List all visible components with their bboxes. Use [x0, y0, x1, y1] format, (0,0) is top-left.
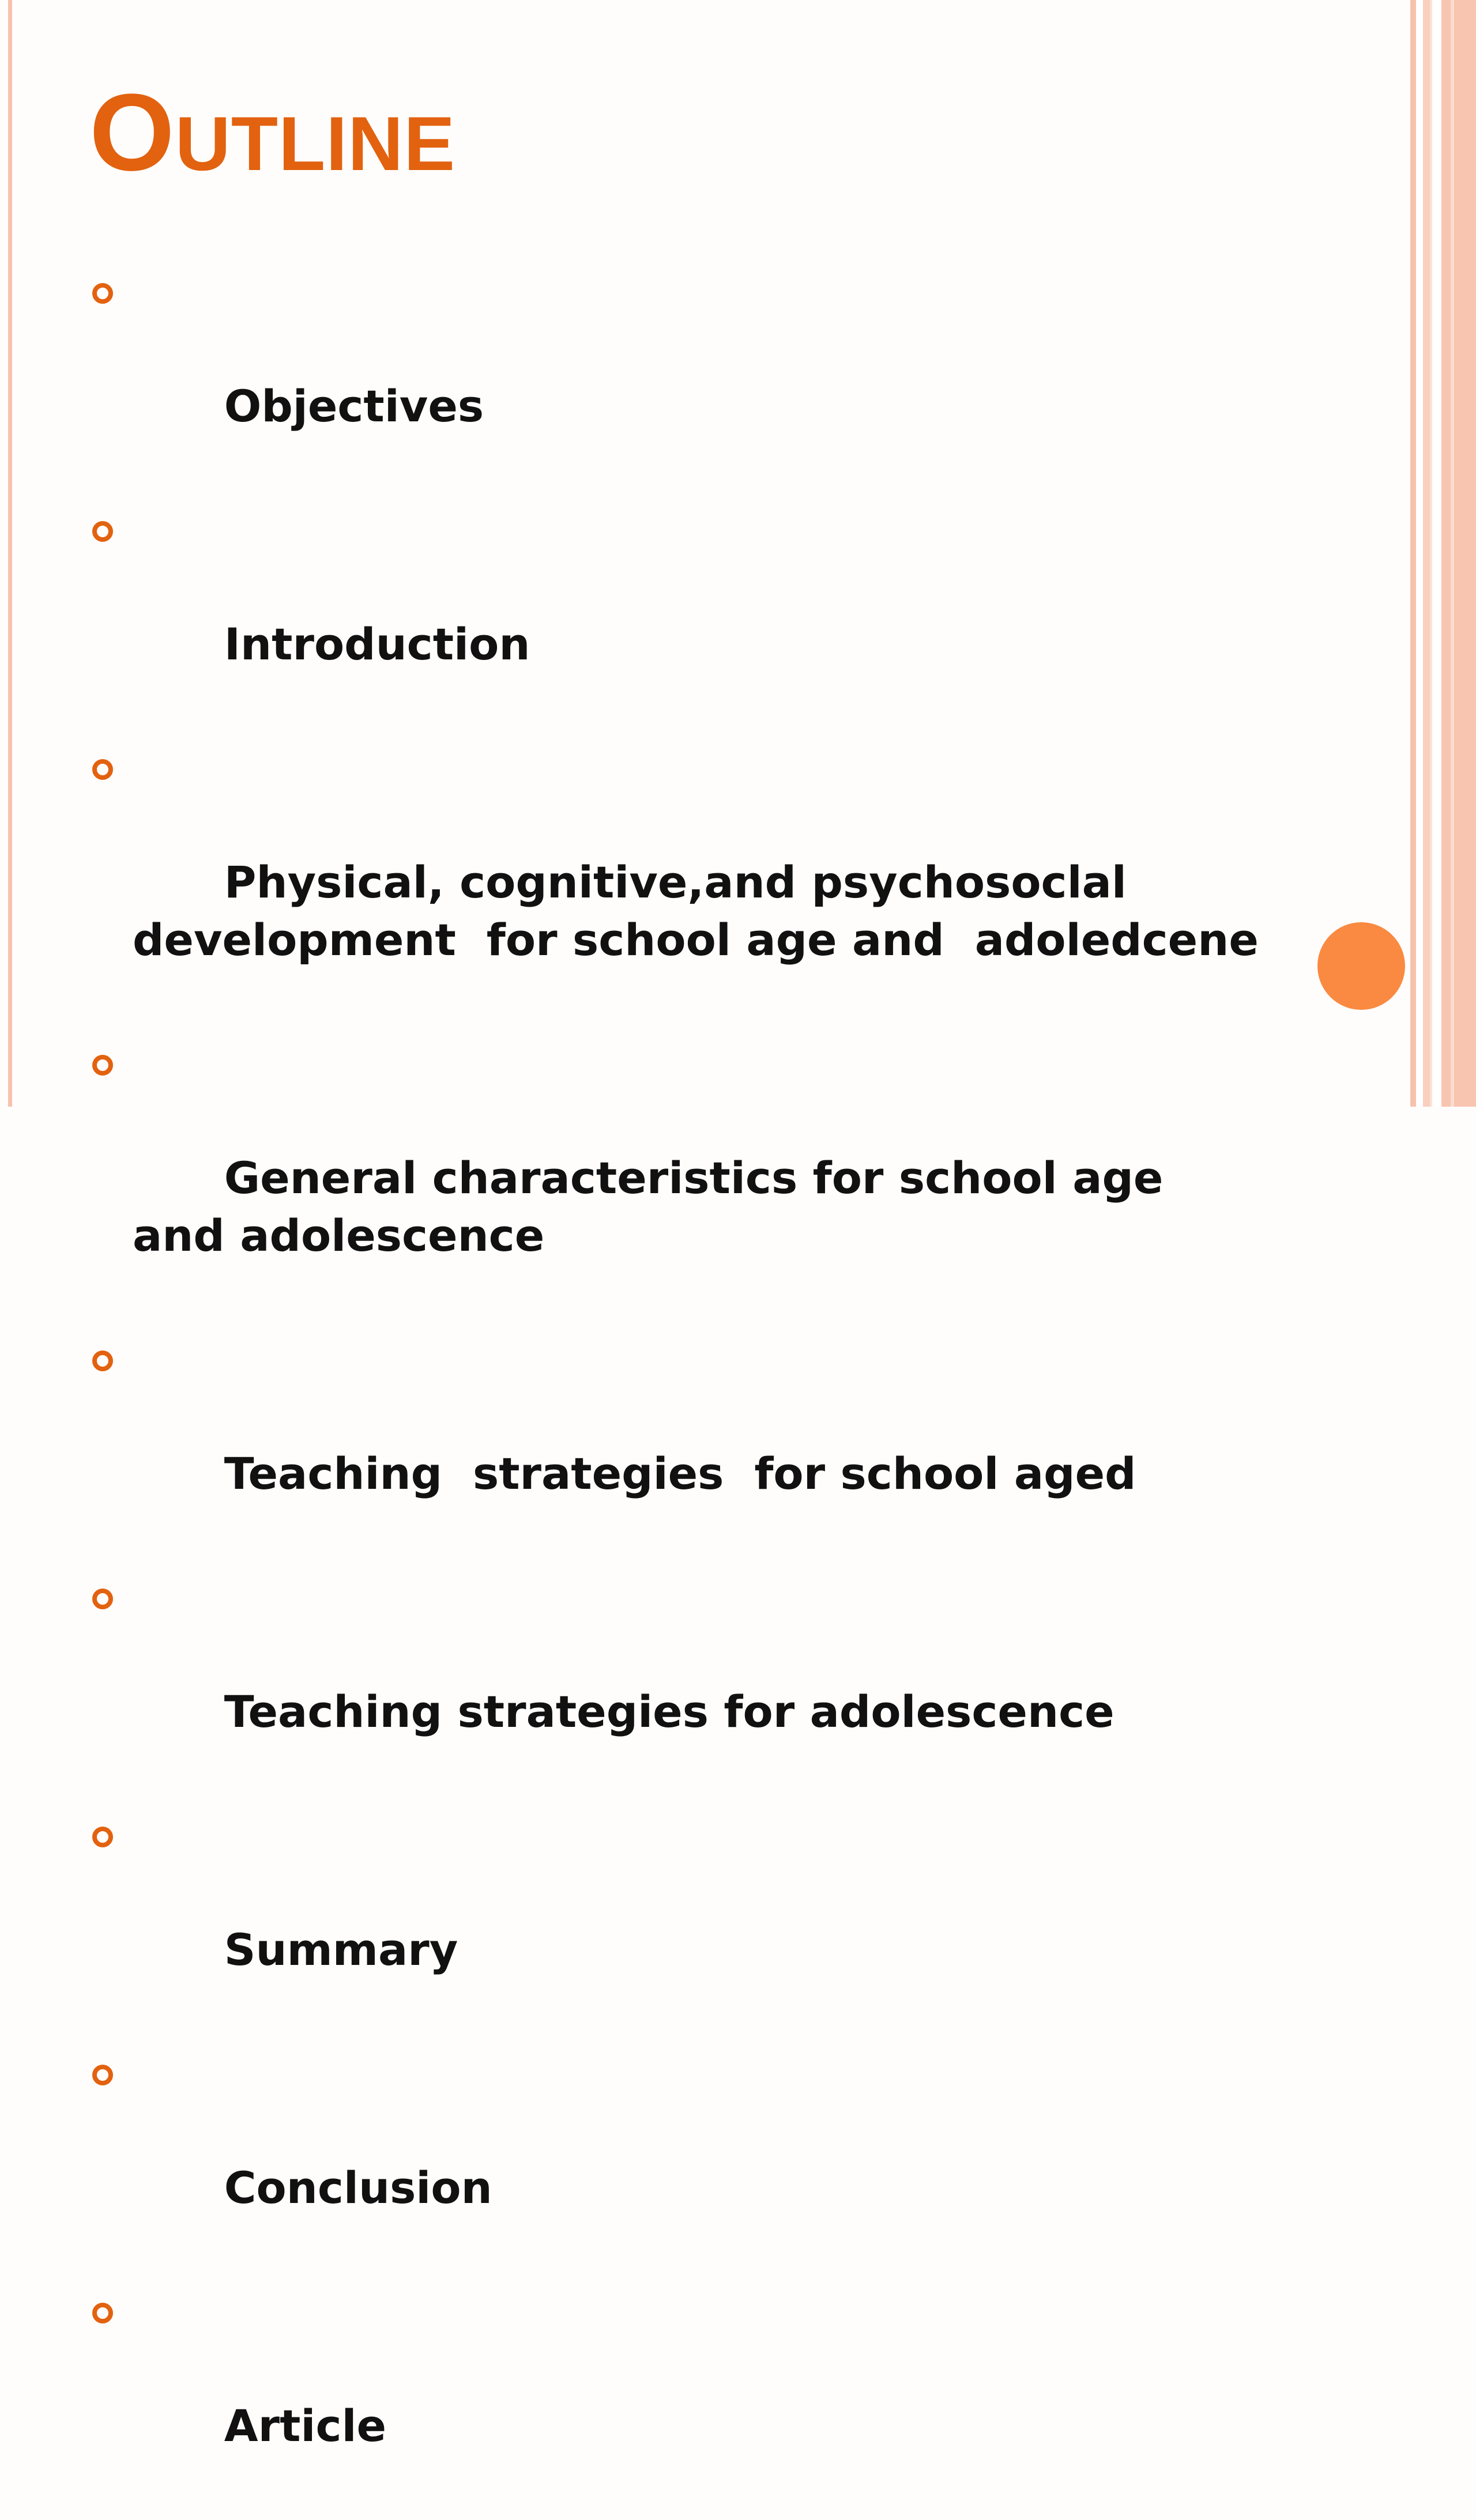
bullet-icon: [92, 521, 113, 542]
outline-item-label: Objectives: [224, 380, 484, 432]
right-stripe: [1430, 0, 1432, 1107]
outline-item: [86, 2282, 1355, 2513]
left-border-line: [8, 0, 12, 1107]
right-stripe: [1441, 0, 1476, 1107]
outline-item-label: Teaching strategies for school aged: [224, 1448, 1136, 1499]
outline-item: [86, 1034, 1228, 1322]
outline-item: [86, 500, 1355, 731]
outline-item-label: Introduction: [224, 618, 530, 670]
outline-item: [86, 2044, 1355, 2274]
slide-title: Outline: [89, 71, 456, 194]
outline-item-label: Conclusion: [224, 2162, 492, 2213]
outline-item-label: Teaching strategies for adolescence: [224, 1686, 1114, 1737]
bullet-icon: [92, 1589, 113, 1609]
right-stripe: [1451, 0, 1454, 1107]
bullet-icon: [92, 1827, 113, 1847]
right-stripe: [1410, 0, 1416, 1107]
bullet-icon: [92, 2065, 113, 2085]
outline-item-label: General characteristics for school age and adolescence: [133, 1152, 1178, 1261]
outline-list: [86, 262, 1355, 2520]
outline-item-label: Article: [224, 2400, 387, 2451]
bullet-icon: [92, 759, 113, 780]
outline-item: [86, 1330, 1355, 1560]
bullet-icon: [92, 1350, 113, 1371]
outline-item: [86, 1806, 1355, 2036]
outline-item: [86, 1568, 1355, 1798]
outline-item: [86, 738, 1286, 1027]
outline-item-label: Summary: [224, 1924, 458, 1975]
bullet-icon: [92, 283, 113, 304]
bullet-icon: [92, 1055, 113, 1076]
outline-item: [86, 262, 1355, 493]
outline-item-label: Physical, cognitive,and psychosoclal development for school age and adoledcene: [133, 857, 1259, 965]
bullet-icon: [92, 2303, 113, 2323]
